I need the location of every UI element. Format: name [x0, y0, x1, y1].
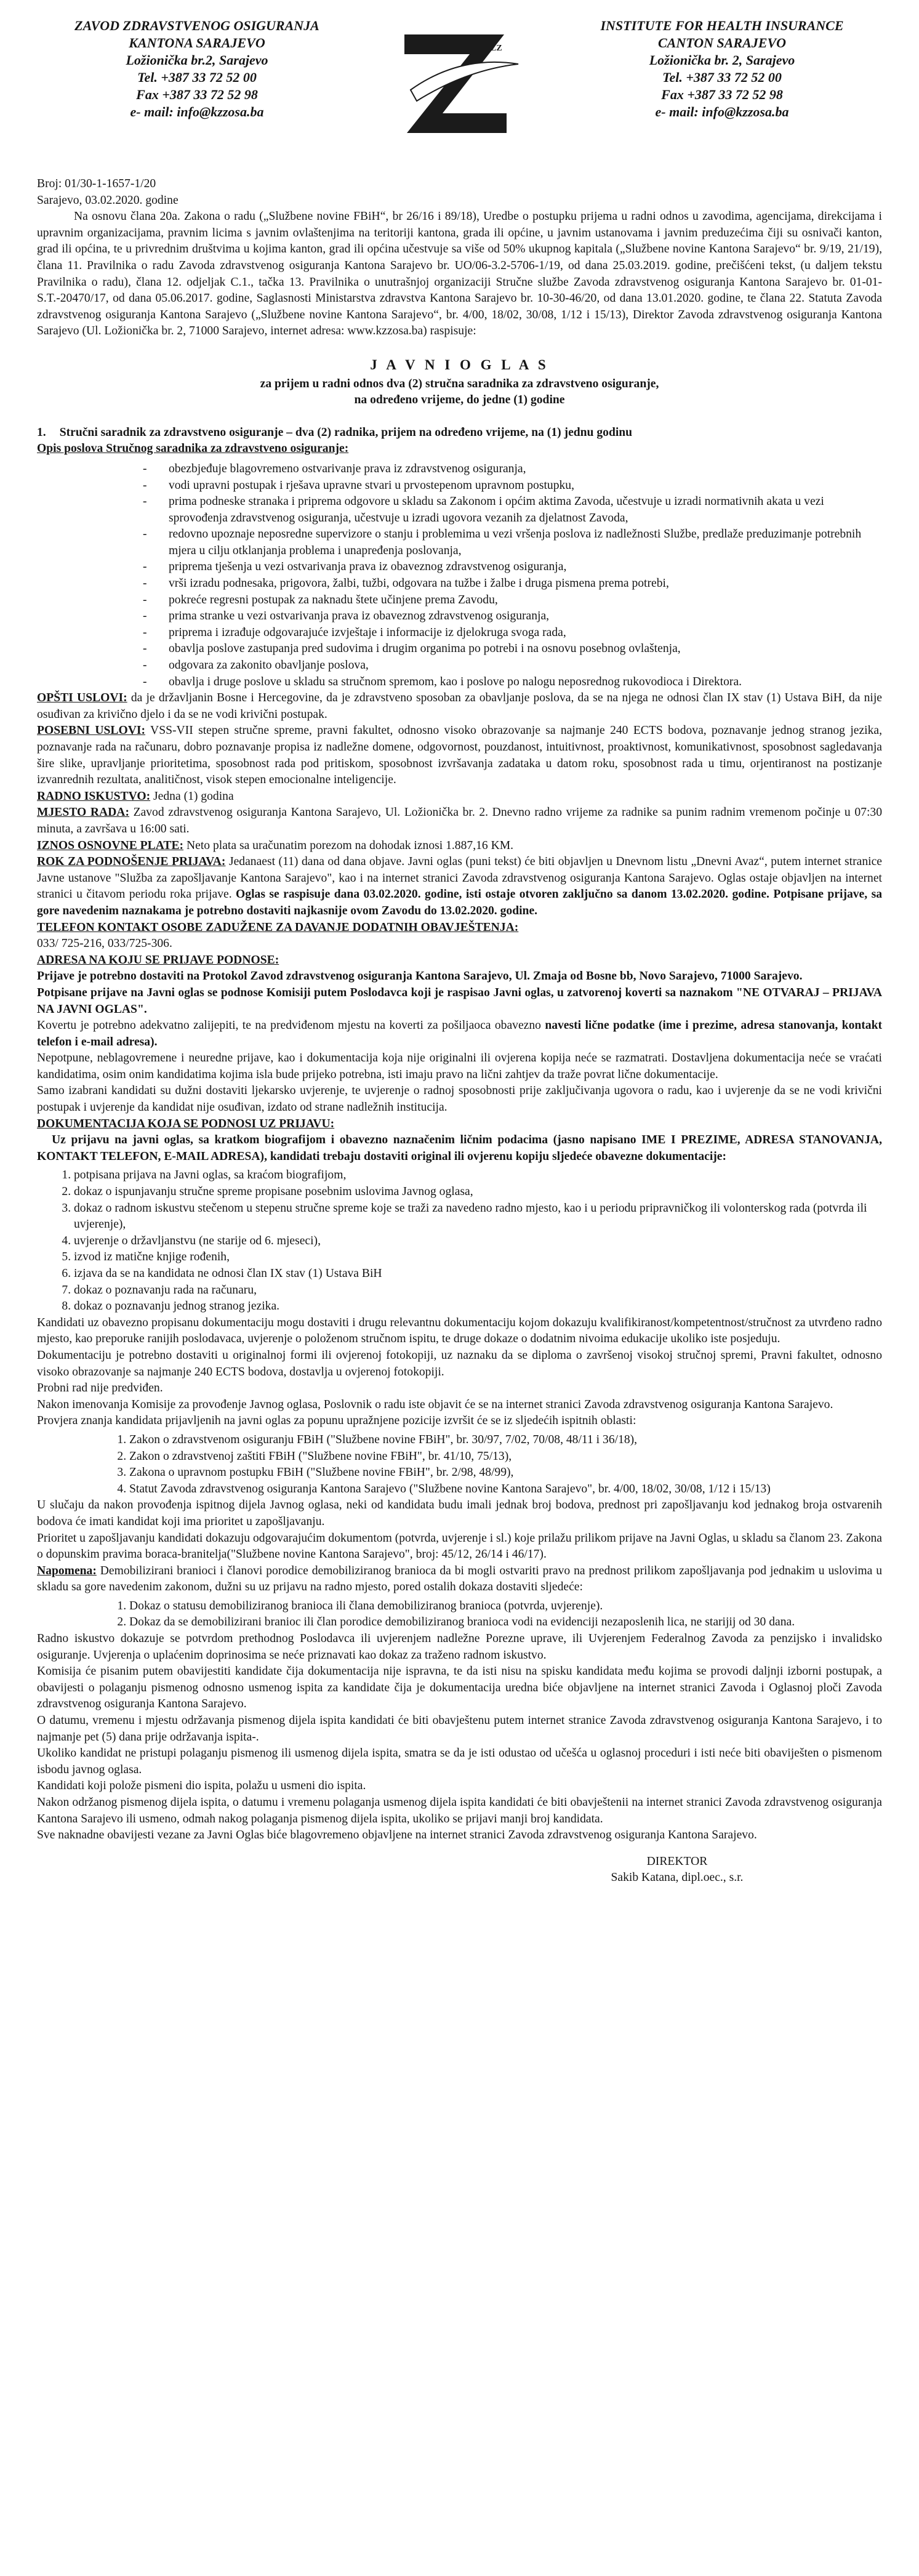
letterhead-left-line: ZAVOD ZDRAVSTVENOG OSIGURANJA	[74, 18, 319, 33]
document-number: Broj: 01/30-1-1657-1/20	[37, 177, 156, 190]
contact-phone-numbers: 033/ 725-216, 033/725-306.	[37, 937, 172, 951]
letterhead	[37, 17, 882, 151]
document-item: 3. dokaz o radnom iskustvu stečenom u stepenu stručne spreme koje se traži za navedeno radno mjesto, kao i u periodu pripravničkog ili volonterskog rada (potvrda ili uvjerenje),	[74, 1201, 882, 1233]
workplace-text: Zavod zdravstvenog osiguranja Kantona Sarajevo, Ul. Ložionička br. 2. Dnevno radno vrijeme za radnike sa punim radnim vremenom počinje u 07:30 minuta, a završava u 16:00 sati.	[37, 806, 882, 835]
document-meta	[37, 176, 882, 209]
veterans-note	[37, 1563, 882, 1596]
document-item: 6. izjava da se na kandidata ne odnosi član IX stav (1) Ustava BiH	[74, 1266, 882, 1282]
envelope-sender-text: Kovertu je potrebno adekvatno zalijepiti, te na predviđenom mjestu na koverti za pošiljaoca obavezno	[37, 1019, 545, 1032]
equal-points-note: U slučaju da nakon provođenja ispitnog dijela Javnog oglasa, neki od kandidata budu imali jednak broj bodova, prednost pri zapošljavanju kod jednakog broja ostvarenih bodova će imati kandidat koji ima prioritet u zapošljavanju.	[37, 1499, 882, 1528]
signature-role: DIREKTOR	[646, 1854, 708, 1868]
priority-note: Prioritet u zapošljavanju kandidati dokazuju odgovarajućim dokumentom (potvrda, uvjerenje i sl.) koje prilažu prilikom prijave na Javni Oglas, u skladu sa članom 23. Zakona o dopunskim pravima boraca-branitelja("Službene novine Kantona Sarajevo", broj: 45/12, 26/14 i 46/17).	[37, 1531, 882, 1561]
duty-item: - obezbjeđuje blagovremeno ostvarivanje prava iz zdravstvenog osiguranja,	[165, 461, 882, 478]
veterans-proof-list	[37, 1598, 882, 1631]
letterhead-right-line: CANTON SARAJEVO	[657, 35, 787, 50]
letterhead-left-line: Tel. +387 33 72 52 00	[137, 70, 257, 85]
deadline-dates: Oglas se raspisuje dana 03.02.2020. godine, isti ostaje otvoren zaključno sa danom 13.02.2020. godine. Potpisane prijave, sa gore navedenim naznakama je potrebno dostaviti najkasnije ovom Zavodu do 13.02.2020. godine.	[37, 888, 882, 917]
document-item: 1. potpisana prijava na Javni oglas, sa kraćom biografijom,	[74, 1167, 882, 1184]
duty-item: - odgovara za zakonito obavljanje poslova,	[165, 658, 882, 674]
general-conditions	[37, 690, 882, 723]
work-experience	[37, 789, 882, 805]
address-text: Prijave je potrebno dostaviti na Protokol Zavod zdravstvenog osiguranja Kantona Sarajevo, Ul. Zmaja od Bosne bb, Novo Sarajevo, 71000 Sarajevo.	[37, 970, 803, 983]
signature-block	[517, 1854, 837, 1886]
duty-item: - obavlja i druge poslove u skladu sa stručnom spremom, kao i poslove po nalogu neposrednog rukovodioca i Direktora.	[165, 674, 882, 691]
duty-item: - redovno upoznaje neposredne supervizore o stanju i problemima u vezi vršenja poslova iz nadležnosti Službe, predlaže preduzimanje potrebnih mjera u cilju otklanjanja problema i unapređenja poslovanja,	[165, 526, 882, 559]
deadline-text: Jedanaest (11) dana od dana objave. Javni oglas (puni tekst) će biti objavljen u Dnevnom listu „Dnevni Avaz“, putem internet stranice Javne ustanove "Služba za zapošljavanje Kantona Sarajevo", kao i na internet stranici Zavoda zdravstvenog osiguranja Kantona Sarajevo. Oglas ostaje objavljen na internet stranici u čitavom periodu roka prijave.	[37, 855, 882, 901]
signature-name: Sakib Katana, dipl.oec., s.r.	[611, 1871, 744, 1885]
documents-label: DOKUMENTACIJA KOJA SE PODNOSI UZ PRIJAVU:	[37, 1117, 335, 1130]
document-item: 4. uvjerenje o državljanstvu (ne starije od 6. mjeseci),	[74, 1233, 882, 1250]
letterhead-right-line: e- mail: info@kzzosa.ba	[655, 104, 789, 119]
letterhead-right-line: Fax +387 33 72 52 98	[661, 87, 783, 102]
duty-item: - prima podneske stranaka i priprema odgovore u skladu sa Zakonom i općim aktima Zavoda, učestvuje u izradi normativnih akata u vezi sprovođenja zdravstvenog osiguranja, učestvuje u izradi ugovora vezanih za djelatnost Zavoda,	[165, 494, 882, 526]
document-item: 2. dokaz o ispunjavanju stručne spreme propisane posebnim uslovima Javnog oglasa,	[74, 1184, 882, 1201]
envelope-sender-info	[37, 1018, 882, 1050]
document-date: Sarajevo, 03.02.2020. godine	[37, 193, 179, 207]
general-conditions-label: OPŠTI USLOVI:	[37, 691, 127, 705]
general-conditions-text: da je državljanin Bosne i Hercegovine, da je zdravstveno sposoban za obavljanje poslova, da se na njega ne odnosi član IX stav (1) Ustava BiH, da nije osuđivan za krivično djelo i da se ne vodi krivični postupak.	[37, 691, 882, 721]
letterhead-left-line: KANTONA SARAJEVO	[129, 35, 265, 50]
deadline-label: ROK ZA PODNOŠENJE PRIJAVA:	[37, 855, 226, 869]
additional-documents: Kandidati uz obavezno propisanu dokumentaciju mogu dostaviti i drugu relevantnu dokumentaciju kojom dokazuju kvalifikiranost/kompetentnost/stručnost za utvrđeno radno mjesto, kao preporuke ranijih poslodavaca, uvjerenje o položenom stručnom ispitu, te druge dokaze o dodatnim nivoima edukacije ukoliko iste posjeduju.	[37, 1316, 882, 1346]
documents-intro: Uz prijavu na javni oglas, sa kratkom biografijom i obavezno naznačenim ličnim podacima (jasno napisano IME I PREZIME, ADRESA STANOVANJA, KONTAKT TELEFON, E-MAIL ADRESA), kandidati trebaju dostaviti original ili ovjerenu kopiju sljedeće obavezne dokumentacije:	[37, 1133, 882, 1163]
letterhead-right-line: Ložionička br. 2, Sarajevo	[649, 52, 795, 68]
document-item: 5. izvod iz matične knjige rođenih,	[74, 1249, 882, 1266]
exam-area-item: 3. Zakona o upravnom postupku FBiH ("Službene novine FBiH", br. 2/98, 48/99),	[129, 1465, 882, 1481]
special-conditions	[37, 723, 882, 788]
notice-title: J A V N I O G L A S	[370, 356, 549, 372]
oral-exam-schedule: Nakon održanog pismenog dijela ispita, o datumu i vremenu polaganja usmenog dijela ispita kandidati će biti obavještenii na internet stranici Zavoda zdravstvenog osiguranja Kantona Sarajevo ili usmeno, odmah nakog polaganja pismenog dijela ispita, ukoliko se prijavi manji broj kandidata.	[37, 1796, 882, 1825]
salary	[37, 838, 882, 855]
document-item: 7. dokaz o poznavanju rada na računaru,	[74, 1282, 882, 1299]
veterans-note-label: Napomena:	[37, 1564, 97, 1577]
documents-list	[37, 1167, 882, 1314]
document-format: Dokumentaciju je potrebno dostaviti u originalnoj formi ili ovjerenoj fotokopiji, uz naznaku da se diploma o završenoj visokoj stručnoj spremi, Pravni fakultet, odnosno visoko obrazovanje sa najmanje 240 ECTS bodova, dostavlja u ovjerenoj fotokopiji.	[37, 1348, 882, 1379]
envelope-instructions: Potpisane prijave na Javni oglas se podnose Komisiji putem Poslodavca koji je raspisao Javni oglas, u zatvorenoj koverti sa naznakom "NE OTVARAJ – PRIJAVA NA JAVNI OGLAS".	[37, 986, 882, 1016]
workplace-label: MJESTO RADA:	[37, 806, 129, 819]
exam-area-item: 2. Zakon o zdravstvenoj zaštiti FBiH ("Službene novine FBiH", br. 41/10, 75/13),	[129, 1449, 882, 1465]
deadline	[37, 854, 882, 919]
oral-exam-note: Kandidati koji polože pismeni dio ispita, polažu u usmeni dio ispita.	[37, 1779, 366, 1793]
position-heading	[37, 425, 882, 441]
exam-area-item: 4. Statut Zavoda zdravstvenog osiguranja Kantona Sarajevo ("Službene novine Kantona Sarajevo", br. 4/00, 18/02, 30/08, 1/12 i 15/13)	[129, 1481, 882, 1498]
duty-item: - obavlja poslove zastupanja pred sudovima i drugim organima po potrebi i na osnovu posebnog ovlaštenja,	[165, 641, 882, 658]
selected-candidates-note: Samo izabrani kandidati su dužni dostaviti ljekarsko uvjerenje, te uvjerenje o radnoj sposobnosti prije zaključivanja ugovora o radu, kao i uvjerenje da se ne vodi krivični postupak i uvjerenje da kandidat nije osuđivan, izdato od strane nadležnih institucija.	[37, 1084, 882, 1114]
exam-intro: Provjera znanja kandidata prijavljenih na javni oglas za popunu upražnjene pozicije izvršit će se iz sljedećih ispitnih oblasti:	[37, 1414, 636, 1428]
duty-item: - vrši izradu podnesaka, prigovora, žalbi, tužbi, odgovara na tužbe i žalbe i druga pismena prema potrebi,	[165, 576, 882, 592]
duty-item: - prima stranke u vezi ostvarivanja prava iz obaveznog zdravstvenog osiguranja,	[165, 608, 882, 625]
exam-areas-list	[37, 1432, 882, 1497]
subsequent-notices: Sve naknadne obavijesti vezane za Javni Oglas biće blagovremeno objavljene na internet stranici Zavoda zdravstvenog osiguranja Kantona Sarajevo.	[37, 1829, 757, 1842]
special-conditions-label: POSEBNI USLOVI:	[37, 724, 146, 738]
workplace	[37, 805, 882, 837]
notice-subtitle: na određeno vrijeme, do jedne (1) godine	[354, 393, 565, 407]
position-number: 1.	[37, 425, 46, 439]
commission-note: Nakon imenovanja Komisije za provođenje Javnog oglasa, Poslovnik o radu iste objavit će se na internet stranici Zavoda zdravstvenog osiguranja Kantona Sarajevo.	[37, 1398, 833, 1411]
envelope-sender-required: navesti lične podatke (ime i prezime, adresa stanovanja, kontakt telefon i e-mail adresa).	[37, 1019, 883, 1049]
letterhead-right-line: Tel. +387 33 72 52 00	[662, 70, 782, 85]
commission-notification: Komisija će pisanim putem obavijestiti kandidate čija dokumentacija nije ispravna, te da isti nisu na spisku kandidata među kojima se provodi daljnji izborni postupak, a obavijesti o polaganju pismenog odnosno usmenog ispita za kandidate čija je dokumentacija uredna biće objavljene na internet stranici Zavoda i Oglasnoj ploči Zavoda zdravstvenog osiguranja Kantona Sarajevo.	[37, 1665, 882, 1711]
document-item: 8. dokaz o poznavanju jednog stranog jezika.	[74, 1298, 882, 1315]
exam-area-item: 1. Zakon o zdravstvenom osiguranju FBiH ("Službene novine FBiH", br. 30/97, 7/02, 70/08, 48/11 i 36/18),	[129, 1432, 882, 1449]
work-experience-label: RADNO ISKUSTVO:	[37, 789, 151, 803]
duty-item: - priprema tješenja u vezi ostvarivanja prava iz obaveznog zdravstvenog osiguranja,	[165, 559, 882, 576]
letterhead-left-line: e- mail: info@kzzosa.ba	[130, 104, 264, 119]
veterans-proof-item: 2. Dokaz da se demobilizirani branioc ili član porodice demobiliziranog branioca vodi na evidenciji nezaposlenih lica, ne starijij od 30 dana.	[129, 1614, 882, 1631]
duty-item: - vodi upravni postupak i rješava upravne stvari u prvostepenom upravnom postupku,	[165, 478, 882, 494]
duty-item: - pokreće regresni postupak za naknadu štete učinjene prema Zavodu,	[165, 592, 882, 609]
letterhead-left	[37, 17, 357, 121]
experience-proof-note: Radno iskustvo dokazuje se potvrdom prethodnog Poslodavca ili uvjerenjem nadležne Porezne uprave, ili Uvjerenjem Federalnog Zavoda za penzijsko i invalidsko osiguranje. Uvjerenja o uplaćenim doprinosima se neće priznavati kao dokaz za traženo radnom iskustvo.	[37, 1632, 882, 1662]
address-label: ADRESA NA KOJU SE PRIJAVE PODNOSE:	[37, 953, 279, 967]
absence-note: Ukoliko kandidat ne pristupi polaganju pismenog ili usmenog dijela ispita, smatra se da je isti odustao od učešća u oglasnoj proceduri i isti neće biti obaviješten o pismenom isbodu javnog oglasa.	[37, 1747, 882, 1776]
contact-phone-label: TELEFON KONTAKT OSOBE ZADUŽENE ZA DAVANJE DODATNIH OBAVJEŠTENJA:	[37, 920, 519, 934]
salary-label: IZNOS OSNOVNE PLATE:	[37, 839, 184, 852]
letterhead-left-line: Fax +387 33 72 52 98	[136, 87, 258, 102]
duties-list	[37, 461, 882, 690]
letterhead-left-line: Ložionička br.2, Sarajevo	[126, 52, 268, 68]
logo-monogram: ZZ	[490, 44, 502, 53]
exam-schedule-note: O datumu, vremenu i mjestu održavanja pismenog dijela ispita kandidati će biti obavještenu putem internet stranice Zavoda zdravstvenog osiguranja Kantona Sarajevo, i to najmanje pet (5) dana prije održavanja ispita-.	[37, 1714, 882, 1744]
position-title: Stručni saradnik za zdravstveno osiguranje – dva (2) radnika, prijem na određeno vrijeme, na (1) jednu godinu	[59, 425, 633, 439]
notice-subtitle: za prijem u radni odnos dva (2) stručna saradnika za zdravstveno osiguranje,	[260, 377, 659, 390]
legal-basis-paragraph: Na osnovu člana 20a. Zakona o radu („Službene novine FBiH“, br 26/16 i 89/18), Uredbe o postupku prijema u radni odnos u zavodima, agencijama, direkcijama i upravnim organizacijama, pravnim licima s javnim ovlaštenjima na teritoriji kantona, grada ili općine, u javnim ustanovama i javnim preduzećima čiji su osnivači kanton, grad ili općina, te u privrednim društvima u kojima kanton, grad ili općina učestvuje sa više od 50% ukupnog kapitala („Službene novine Kantona Sarajevo“ br. 9/19, 21/19), člana 11. Pravilnika o radu Zavoda zdravstvenog osiguranja Kantona Sarajevo br. UO/06-3.2-5706-1/19, od dana 25.03.2019. godine, prečišćeni tekst, (u daljem tekstu Pravilnika o radu), člana 12. odjeljak C.1., tačka 13. Pravilnika o unutrašnjoj organizaciji Stručne službe Zavoda zdravstvenog osiguranja Kantona Sarajevo br. 01-01-S.T.-20470/17, od dana 05.06.2017. godine, Saglasnosti Ministarstva zdravstva Kantona Sarajevo br. 10-30-46/20, od dana 13.01.2020. godine, te člana 22. Statuta Zavoda zdravstvenog osiguranja Kantona Sarajevo („Službene novine Kantona Sarajevo“, br. 4/00, 18/02, 30/08, 1/12 i 15/13), Direktor Zavoda zdravstvenog osiguranja Kantona Sarajevo (Ul. Ložionička br. 2, 71000 Sarajevo, internet adresa: www.kzzosa.ba) raspisuje:	[37, 210, 882, 338]
institute-logo	[398, 21, 521, 144]
incomplete-applications: Nepotpune, neblagovremene i neuredne prijave, kao i dokumentacija koja nije originalni ili ovjerena kopija neće se razmatrati. Dostavljena dokumentacija neće se vraćati kandidatima, osim onim kandidatima kojima isla bude prijeko potrebna, isti imaju pravo na lični zahtjev da traže povrat lične dokumentacije.	[37, 1052, 882, 1081]
letterhead-right-line: INSTITUTE FOR HEALTH INSURANCE	[600, 18, 844, 33]
duties-heading: Opis poslova Stručnog saradnika za zdravstveno osiguranje:	[37, 442, 349, 456]
veterans-note-text: Demobilizirani branioci i članovi porodice demobiliziranog branioca da bi mogli ostvariti pravo na prednost prilikom zapošljavanja pod jednakim u uslovima u skladu sa gore navedenim zakonom, dužni su uz prijavu na radno mjesto, pored ostalih dokaza dostaviti sljedeće:	[37, 1564, 882, 1594]
duty-item: - priprema i izrađuje odgovarajuće izvještaje i informacije iz djelokruga svoga rada,	[165, 625, 882, 642]
veterans-proof-item: 1. Dokaz o statusu demobiliziranog branioca ili člana demobiliziranog branioca (potvrda, uvjerenje).	[129, 1598, 882, 1615]
letterhead-right	[562, 17, 882, 121]
work-experience-text: Jedna (1) godina	[150, 789, 234, 803]
salary-text: Neto plata sa uračunatim porezom na dohodak iznosi 1.887,16 KM.	[183, 839, 514, 852]
special-conditions-text: VSS-VII stepen stručne spreme, pravni fakultet, odnosno visoko obrazovanje sa najmanje 240 ECTS bodova, poznavanje jednog stranog jezika, poznavanje rada na računaru, dobro poznavanje propisa iz nadležne domene, odgovornost, pouzdanost, intuitivnost, proaktivnost, komunikativnost, sposobnost sagledavanja šire slike, upravljanje prioritetima, sposobnost rada pod pritiskom, sposobnost izvršavanja zadataka u datom roku, sposobnost rada u timu, orjentiranost na postizanje izvanrednih rezultata, analitičnost, visok stepen emocionalne inteligencije.	[37, 724, 882, 787]
probation-note: Probni rad nije predviđen.	[37, 1382, 163, 1395]
